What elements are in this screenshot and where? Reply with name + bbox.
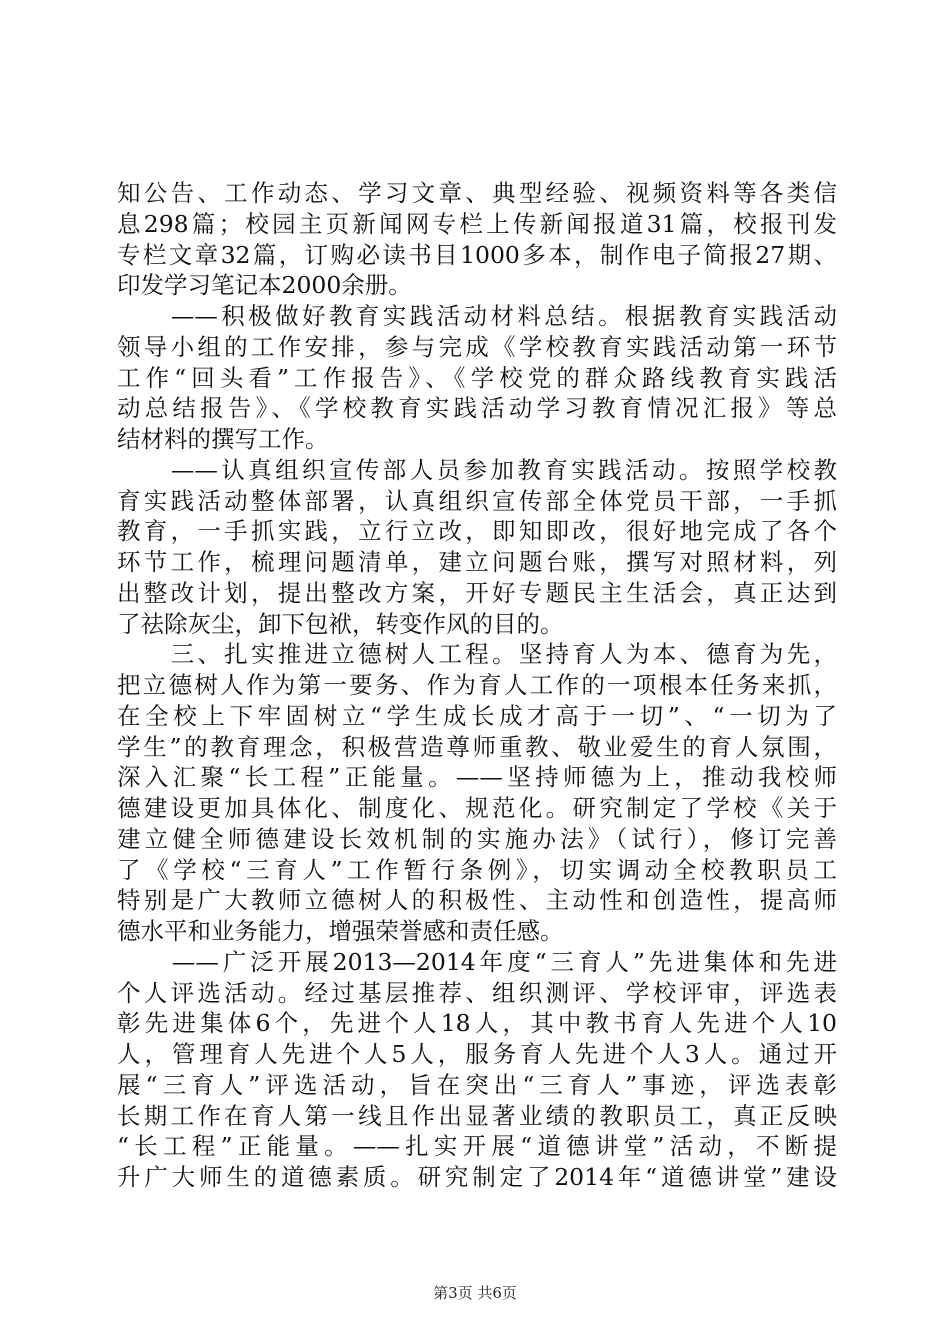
body-line: 印发学习笔记本2000余册。 <box>117 271 412 300</box>
body-line: 彰先进集体6个，先进个人18人，其中教书育人先进个人10 <box>117 1009 837 1038</box>
body-line: 知公告、工作动态、学习文章、典型经验、视频资料等各类信 <box>117 179 837 207</box>
body-line: 三、扎实推进立德树人工程。坚持育人为本、德育为先， <box>117 640 837 669</box>
body-line: 育实践活动整体部署，认真组织宣传部全体党员干部，一手抓 <box>117 486 837 515</box>
body-line: 个人评选活动。经过基层推荐、组织测评、学校评审，评选表 <box>117 978 837 1007</box>
body-line: 德水平和业务能力，增强荣誉感和责任感。 <box>117 917 564 945</box>
body-line: 工作“回头看”工作报告》、《学校党的群众路线教育实践活 <box>117 363 837 392</box>
body-line: 了《学校“三育人”工作暂行条例》，切实调动全校教职员工 <box>117 855 837 884</box>
body-line: 建立健全师德建设长效机制的实施办法》（试行），修订完善 <box>117 824 837 853</box>
document-body <box>117 178 837 1193</box>
body-line: 领导小组的工作安排，参与完成《学校教育实践活动第一环节 <box>117 332 837 361</box>
body-line: ——广泛开展2013—2014年度“三育人”先进集体和先进 <box>117 947 837 976</box>
body-line: 人，管理育人先进个人5人，服务育人先进个人3人。通过开 <box>117 1040 837 1068</box>
body-line: 升广大师生的道德素质。研究制定了2014年“道德讲堂”建设 <box>117 1163 837 1191</box>
body-line: 出整改计划，提出整改方案，开好专题民主生活会，真正达到 <box>117 578 837 607</box>
body-line: “长工程”正能量。——扎实开展“道德讲堂”活动，不断提 <box>117 1132 837 1161</box>
body-line: 动总结报告》、《学校教育实践活动学习教育情况汇报》等总 <box>117 394 837 423</box>
body-line: 长期工作在育人第一线且作出显著业绩的教职员工，真正反映 <box>117 1101 837 1130</box>
body-line: 教育，一手抓实践，立行立改，即知即改，很好地完成了各个 <box>117 517 837 546</box>
body-line: ——认真组织宣传部人员参加教育实践活动。按照学校教 <box>117 455 837 484</box>
body-line: 德建设更加具体化、制度化、规范化。研究制定了学校《关于 <box>117 794 837 822</box>
body-line: 学生”的教育理念，积极营造尊师重教、敬业爱生的育人氛围， <box>117 732 837 761</box>
body-line: 结材料的撰写工作。 <box>117 425 329 453</box>
body-line: 在全校上下牢固树立“学生成长成才高于一切”、“一切为了 <box>117 701 837 730</box>
body-line: 环节工作，梳理问题清单，建立问题台账，撰写对照材料，列 <box>117 548 837 576</box>
body-line: 把立德树人作为第一要务、作为育人工作的一项根本任务来抓， <box>117 671 837 699</box>
body-line: 息298篇；校园主页新闻网专栏上传新闻报道31篇，校报刊发 <box>117 209 837 238</box>
body-line: ——积极做好教育实践活动材料总结。根据教育实践活动 <box>117 302 837 330</box>
body-line: 展“三育人”评选活动，旨在突出“三育人”事迹，评选表彰 <box>117 1070 837 1099</box>
body-line: 深入汇聚“长工程”正能量。——坚持师德为上，推动我校师 <box>117 763 837 792</box>
body-line: 特别是广大教师立德树人的积极性、主动性和创造性，提高师 <box>117 886 837 915</box>
body-line: 专栏文章32篇，订购必读书目1000多本，制作电子简报27期、 <box>117 240 837 269</box>
page-footer: 第3页 共6页 <box>433 1284 517 1302</box>
body-line: 了祛除灰尘，卸下包袱，转变作风的目的。 <box>117 609 564 638</box>
